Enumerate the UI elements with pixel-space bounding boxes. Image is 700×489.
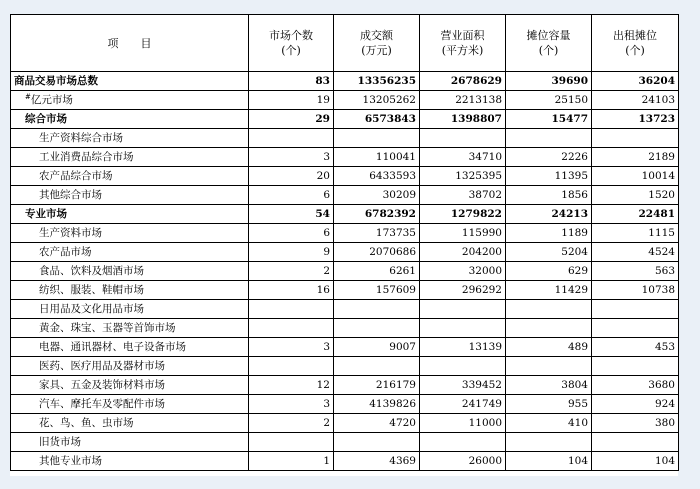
cell-area: [420, 433, 506, 452]
table-row: [11, 319, 679, 338]
cell-area: 1325395: [420, 167, 506, 186]
row-label: 黄金、珠宝、玉器等首饰市场: [11, 319, 249, 338]
table-row: [11, 452, 679, 471]
cell-rented: 3680: [592, 376, 679, 395]
cell-stalls: 410: [506, 414, 592, 433]
row-label: 纺织、服装、鞋帽市场: [11, 281, 249, 300]
row-label: 专业市场: [11, 205, 249, 224]
row-label: 家具、五金及装饰材料市场: [11, 376, 249, 395]
header-stalls-unit: (个): [538, 44, 559, 57]
cell-markets: [249, 433, 334, 452]
cell-rented: [592, 357, 679, 376]
header-markets-unit: (个): [281, 44, 301, 57]
cell-markets: 54: [249, 205, 334, 224]
cell-rented: [592, 433, 679, 452]
cell-markets: 6: [249, 186, 334, 205]
cell-area: 2678629: [420, 72, 506, 91]
table-row: [11, 148, 679, 167]
cell-turnover: 6261: [334, 262, 420, 281]
header-markets-title: 市场个数: [269, 29, 313, 42]
header-area-unit: (平方米): [441, 44, 484, 57]
cell-area: 204200: [420, 243, 506, 262]
row-label: 电器、通讯器材、电子设备市场: [11, 338, 249, 357]
header-turnover: [334, 15, 420, 72]
cell-stalls: 104: [506, 452, 592, 471]
cell-stalls: 1189: [506, 224, 592, 243]
table-row: [11, 91, 679, 110]
cell-markets: 2: [249, 414, 334, 433]
header-rented: [592, 15, 679, 72]
cell-turnover: 30209: [334, 186, 420, 205]
row-label: 农产品市场: [11, 243, 249, 262]
cell-area: 1279822: [420, 205, 506, 224]
cell-turnover: [334, 357, 420, 376]
cell-turnover: [334, 433, 420, 452]
row-label: 其他综合市场: [11, 186, 249, 205]
table-row: [11, 243, 679, 262]
cell-area: [420, 129, 506, 148]
cell-markets: 2: [249, 262, 334, 281]
cell-rented: 4524: [592, 243, 679, 262]
cell-rented: [592, 319, 679, 338]
cell-rented: 24103: [592, 91, 679, 110]
cell-markets: 6: [249, 224, 334, 243]
cell-markets: 83: [249, 72, 334, 91]
cell-stalls: 11429: [506, 281, 592, 300]
table-row: [11, 205, 679, 224]
cell-turnover: 13205262: [334, 91, 420, 110]
cell-stalls: 15477: [506, 110, 592, 129]
row-label: 商品交易市场总数: [11, 72, 249, 91]
row-label: 医药、医疗用品及器材市场: [11, 357, 249, 376]
cell-markets: [249, 319, 334, 338]
cell-stalls: 39690: [506, 72, 592, 91]
cell-rented: 924: [592, 395, 679, 414]
row-label: 生产资料综合市场: [11, 129, 249, 148]
cell-area: 11000: [420, 414, 506, 433]
header-rented-unit: (个): [625, 44, 645, 57]
cell-markets: 9: [249, 243, 334, 262]
cell-markets: 3: [249, 148, 334, 167]
cell-rented: 10014: [592, 167, 679, 186]
cell-turnover: 216179: [334, 376, 420, 395]
cell-rented: 563: [592, 262, 679, 281]
row-label: 食品、饮料及烟酒市场: [11, 262, 249, 281]
cell-turnover: 110041: [334, 148, 420, 167]
header-area: [420, 15, 506, 72]
table-row: [11, 262, 679, 281]
cell-rented: 453: [592, 338, 679, 357]
cell-stalls: [506, 433, 592, 452]
cell-stalls: [506, 129, 592, 148]
cell-stalls: [506, 300, 592, 319]
cell-area: [420, 357, 506, 376]
cell-turnover: 2070686: [334, 243, 420, 262]
cell-stalls: 25150: [506, 91, 592, 110]
header-markets: [249, 15, 334, 72]
row-label: 农产品综合市场: [11, 167, 249, 186]
cell-stalls: 629: [506, 262, 592, 281]
row-label: 日用品及文化用品市场: [11, 300, 249, 319]
table-row: [11, 224, 679, 243]
header-stalls-title: 摊位容量: [526, 29, 571, 42]
row-label: 其他专业市场: [11, 452, 249, 471]
row-label: 生产资料市场: [11, 224, 249, 243]
cell-turnover: 6782392: [334, 205, 420, 224]
cell-rented: 1520: [592, 186, 679, 205]
cell-rented: 380: [592, 414, 679, 433]
cell-turnover: [334, 300, 420, 319]
cell-rented: [592, 129, 679, 148]
row-label: 综合市场: [11, 110, 249, 129]
row-label: [11, 91, 249, 110]
cell-area: 241749: [420, 395, 506, 414]
table-row: [11, 72, 679, 91]
cell-markets: 12: [249, 376, 334, 395]
table-row: [11, 357, 679, 376]
cell-turnover: 9007: [334, 338, 420, 357]
table-row: [11, 395, 679, 414]
row-label: 工业消费品综合市场: [11, 148, 249, 167]
cell-turnover: [334, 319, 420, 338]
cell-area: 38702: [420, 186, 506, 205]
cell-stalls: 11395: [506, 167, 592, 186]
header-stalls: [506, 15, 592, 72]
market-statistics-table: [10, 14, 679, 471]
cell-area: 26000: [420, 452, 506, 471]
cell-markets: 1: [249, 452, 334, 471]
cell-turnover: 4369: [334, 452, 420, 471]
cell-rented: 10738: [592, 281, 679, 300]
cell-stalls: [506, 357, 592, 376]
cell-markets: 20: [249, 167, 334, 186]
cell-area: [420, 319, 506, 338]
table-row: [11, 186, 679, 205]
cell-stalls: 2226: [506, 148, 592, 167]
cell-stalls: 955: [506, 395, 592, 414]
table-row: [11, 376, 679, 395]
cell-markets: 3: [249, 338, 334, 357]
table-row: [11, 281, 679, 300]
cell-turnover: 4139826: [334, 395, 420, 414]
cell-stalls: 3804: [506, 376, 592, 395]
cell-markets: [249, 300, 334, 319]
cell-rented: 22481: [592, 205, 679, 224]
cell-stalls: 1856: [506, 186, 592, 205]
table-row: [11, 110, 679, 129]
header-item: 项 目: [11, 15, 249, 72]
cell-area: 1398807: [420, 110, 506, 129]
cell-turnover: 6573843: [334, 110, 420, 129]
cell-turnover: 4720: [334, 414, 420, 433]
row-label: 旧货市场: [11, 433, 249, 452]
header-row: [11, 15, 679, 72]
cell-area: 2213138: [420, 91, 506, 110]
cell-markets: 19: [249, 91, 334, 110]
cell-rented: 1115: [592, 224, 679, 243]
cell-rented: 2189: [592, 148, 679, 167]
cell-rented: 104: [592, 452, 679, 471]
cell-markets: 16: [249, 281, 334, 300]
cell-area: 339452: [420, 376, 506, 395]
table-row: [11, 300, 679, 319]
cell-area: [420, 300, 506, 319]
cell-turnover: 13356235: [334, 72, 420, 91]
cell-rented: 13723: [592, 110, 679, 129]
row-label: 花、鸟、鱼、虫市场: [11, 414, 249, 433]
cell-stalls: 489: [506, 338, 592, 357]
cell-stalls: 24213: [506, 205, 592, 224]
cell-markets: [249, 357, 334, 376]
cell-turnover: 173735: [334, 224, 420, 243]
table-row: [11, 167, 679, 186]
cell-turnover: [334, 129, 420, 148]
cell-markets: 3: [249, 395, 334, 414]
hash-mark: #: [25, 93, 31, 101]
cell-markets: [249, 129, 334, 148]
table-row: [11, 433, 679, 452]
cell-area: 13139: [420, 338, 506, 357]
row-label: 汽车、摩托车及零配件市场: [11, 395, 249, 414]
cell-stalls: [506, 319, 592, 338]
cell-stalls: 5204: [506, 243, 592, 262]
cell-turnover: 157609: [334, 281, 420, 300]
header-turnover-title: 成交额: [360, 29, 393, 42]
cell-markets: 29: [249, 110, 334, 129]
table-row: [11, 129, 679, 148]
cell-area: 296292: [420, 281, 506, 300]
table-row: [11, 414, 679, 433]
header-area-title: 营业面积: [440, 29, 485, 42]
row-label-text: 亿元市场: [30, 94, 73, 106]
cell-rented: 36204: [592, 72, 679, 91]
cell-area: 34710: [420, 148, 506, 167]
header-rented-title: 出租摊位: [613, 29, 657, 42]
cell-turnover: 6433593: [334, 167, 420, 186]
header-turnover-unit: (万元): [361, 44, 392, 57]
cell-area: 32000: [420, 262, 506, 281]
cell-rented: [592, 300, 679, 319]
cell-area: 115990: [420, 224, 506, 243]
table-row: [11, 338, 679, 357]
